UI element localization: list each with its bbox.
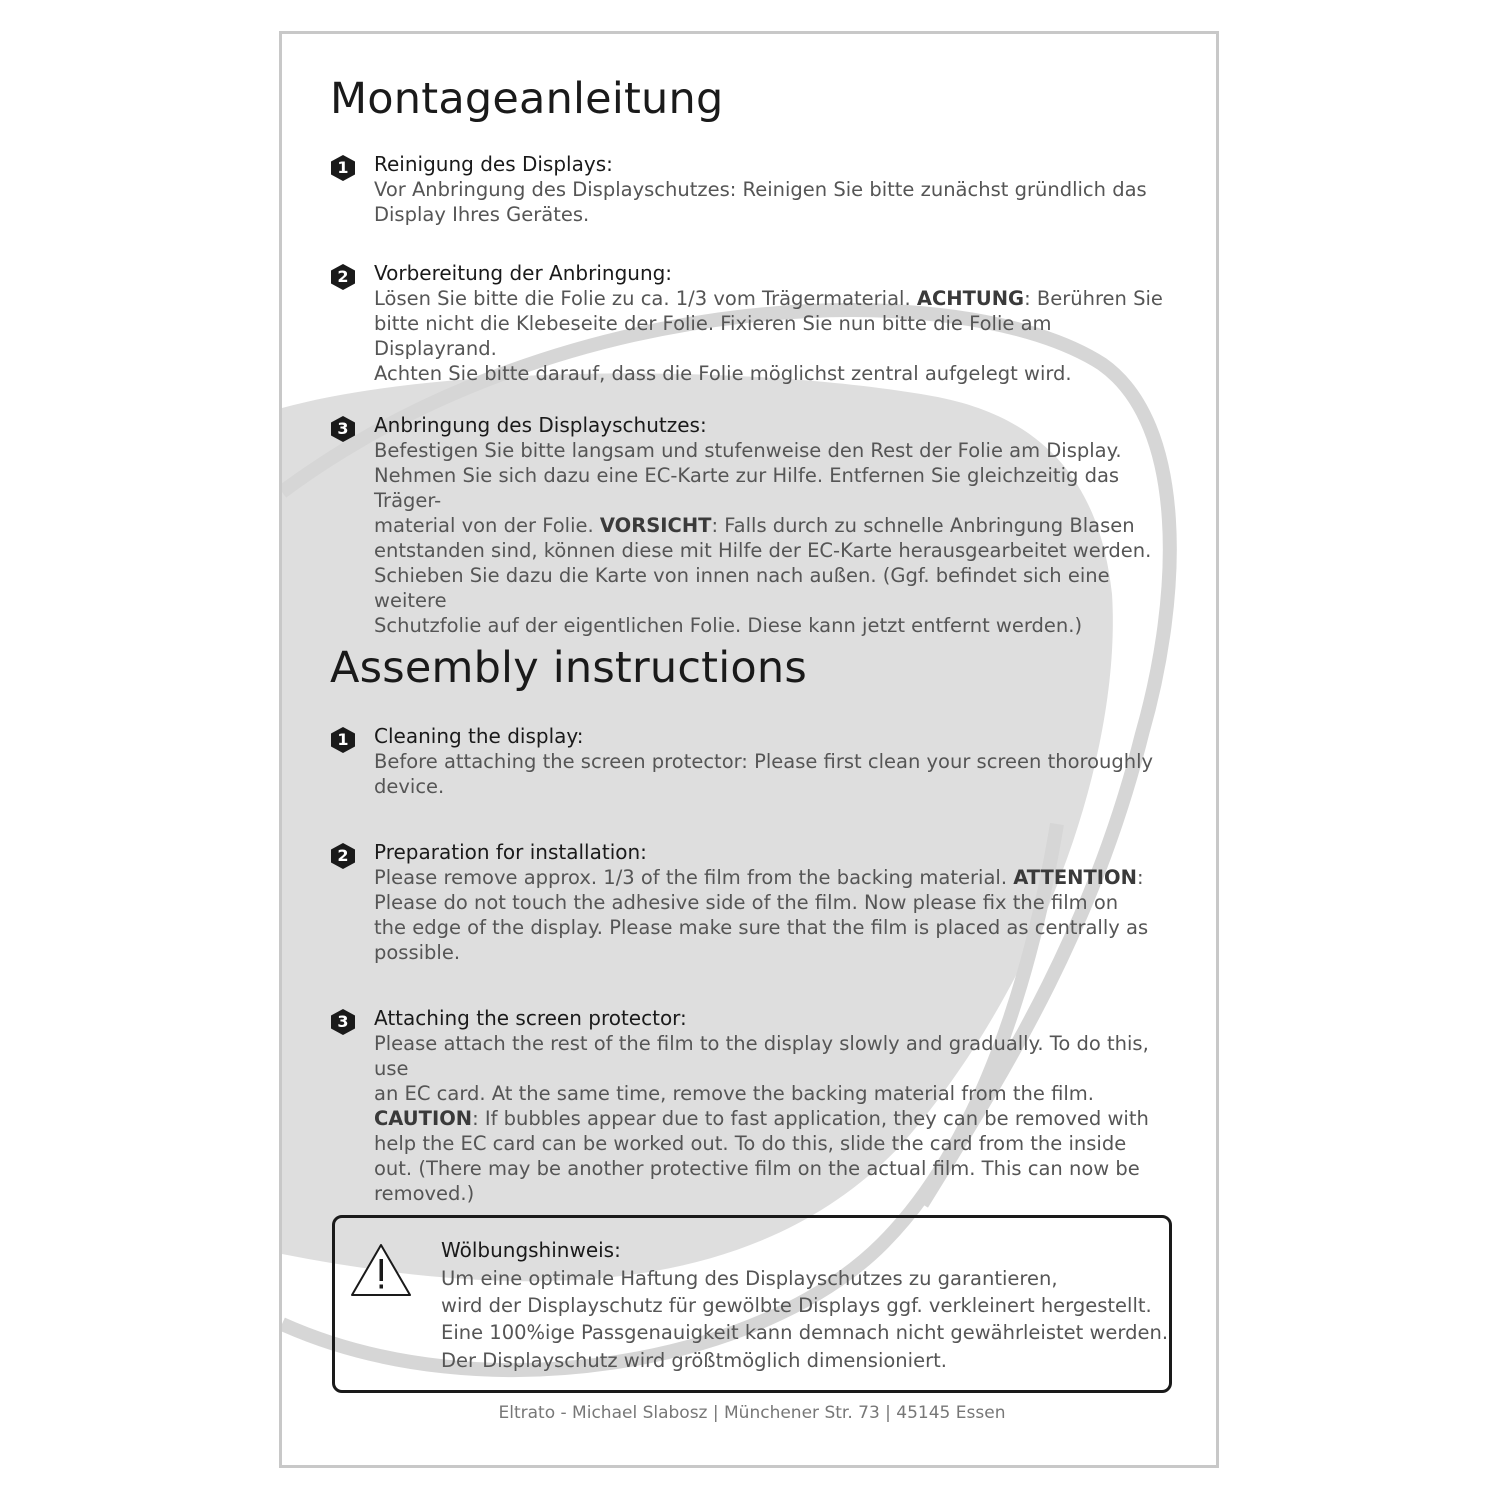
step-number-badge-icon: 2 [330,263,356,289]
step-number-badge-icon: 2 [330,842,356,868]
heading-english: Assembly instructions [330,643,807,693]
step-body: Vor Anbringung des Displayschutzes: Reinigen Sie bitte zunächst gründlich das Display Ihres Gerätes. [374,178,1147,226]
warning-triangle-icon [349,1242,413,1298]
step-body: Lösen Sie bitte die Folie zu ca. 1/3 vom Trägermaterial. ACHTUNG: Berühren Sie bitte nicht die Klebeseite der Folie. Fixieren Sie nun bitte die Folie am Displayrand. Achten Sie bitte darauf, dass die Folie möglichst zentral aufgelegt wird. [374,287,1163,385]
footer-address: Eltrato - Michael Slabosz | Münchener Str. 73 | 45145 Essen [498,1403,1006,1423]
step-title: Preparation for installation: [374,840,647,864]
step-body: Please remove approx. 1/3 of the film from the backing material. ATTENTION: Please do not touch the adhesive side of the film. Now please fix the film on the edge of the display. Please make sure that the film is placed as centrally as possible. [374,866,1149,964]
content [282,34,1219,1468]
warning-keyword: VORSICHT [599,514,712,537]
step-title: Attaching the screen protector: [374,1006,687,1030]
step-number-badge-icon: 1 [330,726,356,752]
notice-line: Um eine optimale Haftung des Displayschutzes zu garantieren, [441,1267,1058,1290]
warning-keyword: ACHTUNG [916,287,1025,310]
warning-keyword: CAUTION [374,1107,473,1130]
step-number-badge-icon: 3 [330,415,356,441]
step-title: Vorbereitung der Anbringung: [374,261,673,285]
step-body: Before attaching the screen protector: Please first clean your screen thoroughly device. [374,750,1154,798]
step-title: Cleaning the display: [374,724,584,748]
instruction-sheet [279,31,1219,1468]
step-title: Reinigung des Displays: [374,152,613,176]
step-body: Please attach the rest of the film to the display slowly and gradually. To do this, use an EC card. At the same time, remove the backing material from the film. CAUTION: If bubbles appear due to fast application, they can be removed with help the EC card can be worked out. To do this, slide the card from the inside out. (There may be another protective film on the actual film. This can now be removed.) [374,1032,1149,1205]
notice-line: wird der Displayschutz für gewölbte Displays ggf. verkleinert hergestellt. [441,1294,1152,1317]
notice-line: Der Displayschutz wird größtmöglich dimensioniert. [441,1349,947,1372]
heading-german: Montageanleitung [330,74,724,124]
notice-title: Wölbungshinweis: [441,1238,621,1262]
step-number-badge-icon: 1 [330,154,356,180]
step-title: Anbringung des Displayschutzes: [374,413,707,437]
step-body: Befestigen Sie bitte langsam und stufenweise den Rest der Folie am Display. Nehmen Sie sich dazu eine EC-Karte zur Hilfe. Entfernen Sie gleichzeitig das Träger- material von der Folie. VORSICHT: Falls durch zu schnelle Anbringung Blasen entstanden sind, können diese mit Hilfe der EC-Karte herausgearbeitet werden. Schieben Sie dazu die Karte von innen nach außen. (Ggf. befindet sich eine weitere Schutzfolie auf der eigentlichen Folie. Diese kann jetzt entfernt werden.) [374,439,1152,637]
curvature-notice-box [332,1215,1172,1393]
warning-keyword: ATTENTION [1013,866,1137,889]
notice-line: Eine 100%ige Passgenauigkeit kann demnach nicht gewährleistet werden. [441,1321,1169,1344]
step-number-badge-icon: 3 [330,1008,356,1034]
